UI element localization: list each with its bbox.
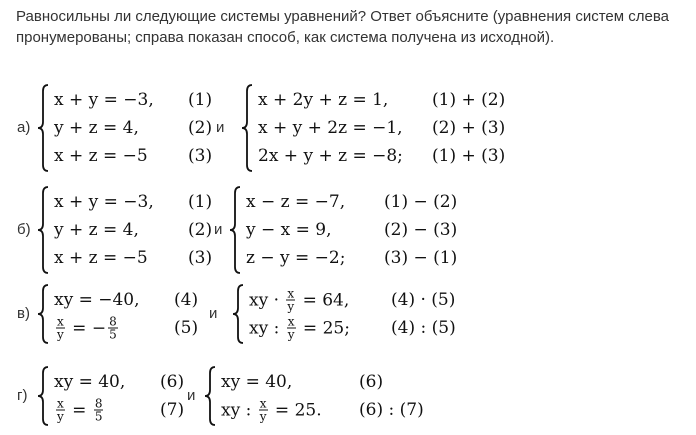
- fraction-denominator: 5: [94, 409, 103, 424]
- and-word: и: [214, 221, 223, 238]
- problem-label: б): [17, 221, 31, 238]
- fraction-8-over-5: [108, 316, 118, 341]
- equation: [249, 288, 349, 313]
- fraction-denominator: y: [287, 327, 295, 342]
- equation-tag: (4) · (5): [391, 290, 456, 310]
- equation-tag: (1) − (2): [384, 192, 458, 212]
- equation: [54, 398, 105, 423]
- equation-tag: (2) − (3): [384, 220, 458, 240]
- fraction-denominator: y: [57, 409, 64, 424]
- equation-part: y + z = 4,: [54, 220, 139, 240]
- equation-tag: (1) + (3): [432, 146, 506, 166]
- equation-part: x − z = −7,: [246, 192, 346, 212]
- fraction-numerator: 8: [94, 396, 103, 411]
- equation: [54, 90, 154, 110]
- equation-part: x + z = −5: [54, 248, 148, 268]
- fraction-denominator: y: [57, 327, 64, 342]
- fraction-denominator: y: [259, 409, 267, 424]
- fraction-x-over-y: [286, 288, 295, 313]
- equation: [246, 220, 332, 240]
- curly-brace-icon: [36, 185, 50, 275]
- fraction-denominator: 5: [109, 327, 117, 342]
- equation: [246, 192, 345, 212]
- equation-part: x + y = −3,: [54, 192, 154, 212]
- and-word: и: [216, 119, 225, 136]
- equation: [54, 316, 120, 341]
- equation-part: = 25.: [269, 400, 322, 420]
- equation-tag: (3): [188, 146, 213, 166]
- curly-brace-icon: [36, 83, 50, 173]
- equation-tag: (2): [188, 220, 213, 240]
- equation: [54, 118, 139, 138]
- equation: [246, 248, 345, 268]
- fraction-denominator: y: [287, 299, 295, 314]
- equation: [54, 372, 125, 392]
- equation-tag: (3): [188, 248, 213, 268]
- and-word: и: [209, 305, 218, 322]
- equation-tag: (6): [160, 372, 185, 392]
- equation-part: x + y + 2z = −1,: [258, 118, 403, 138]
- equation-tag: (4) : (5): [391, 318, 456, 338]
- equation-tag: (6): [359, 372, 384, 392]
- equation-part: x + y = −3,: [54, 90, 154, 110]
- equation: [258, 118, 403, 138]
- fraction-numerator: x: [287, 286, 295, 301]
- equation-part: xy = 40,: [221, 372, 293, 392]
- equation-part: = 64,: [297, 290, 350, 310]
- problem-label: в): [17, 305, 30, 322]
- equation: [249, 316, 350, 341]
- equation-tag: (1): [188, 90, 213, 110]
- curly-brace-icon: [231, 283, 245, 345]
- equation-part: xy :: [221, 400, 257, 420]
- equation-tag: (5): [174, 318, 199, 338]
- equation-tag: (1) + (2): [432, 90, 506, 110]
- equation-tag: (4): [174, 290, 199, 310]
- equation: [54, 220, 139, 240]
- fraction-numerator: x: [259, 396, 267, 411]
- equation-tag: (1): [188, 192, 213, 212]
- fraction-x-over-y: [259, 398, 268, 423]
- question-text: Равносильны ли следующие системы уравнений? Ответ объясните (уравнения систем слева пронумерованы; справа показан способ, как система получена из исходной).: [16, 8, 669, 46]
- equation-tag: (6) : (7): [359, 400, 424, 420]
- fraction-x-over-y: [287, 316, 296, 341]
- equation-part: z − y = −2;: [246, 248, 346, 268]
- equation: [54, 192, 154, 212]
- equation-tag: (2): [188, 118, 213, 138]
- equation: [258, 146, 403, 166]
- equation: [221, 372, 292, 392]
- equation-part: y − x = 9,: [246, 220, 332, 240]
- equation: [54, 146, 148, 166]
- fraction-numerator: x: [57, 314, 64, 329]
- fraction-numerator: x: [57, 396, 64, 411]
- equation-part: =: [66, 400, 92, 420]
- fraction-x-over-y: [56, 398, 65, 423]
- equation: [221, 398, 322, 423]
- equation-part: xy = 40,: [54, 372, 126, 392]
- curly-brace-icon: [36, 365, 50, 427]
- equation: [54, 248, 148, 268]
- equation-part: y + z = 4,: [54, 118, 139, 138]
- equation-part: 2x + y + z = −8;: [258, 146, 403, 166]
- fraction-numerator: 8: [109, 314, 117, 329]
- equation-tag: (3) − (1): [384, 248, 458, 268]
- problem-label: а): [17, 119, 31, 136]
- problem-label: г): [17, 387, 28, 404]
- fraction-8-over-5: [94, 398, 104, 423]
- equation-part: x + z = −5: [54, 146, 148, 166]
- fraction-x-over-y: [56, 316, 65, 341]
- equation-part: = −: [66, 318, 107, 338]
- equation-part: xy ·: [249, 290, 285, 310]
- and-word: и: [187, 387, 196, 404]
- equation: [54, 290, 140, 310]
- equation-part: xy :: [249, 318, 285, 338]
- equation-tag: (7): [160, 400, 185, 420]
- fraction-numerator: x: [287, 314, 295, 329]
- equation-part: x + 2y + z = 1,: [258, 90, 389, 110]
- equation-tag: (2) + (3): [432, 118, 506, 138]
- curly-brace-icon: [240, 83, 254, 173]
- curly-brace-icon: [36, 283, 50, 345]
- equation-part: = 25;: [297, 318, 350, 338]
- curly-brace-icon: [228, 185, 242, 275]
- equation: [258, 90, 388, 110]
- equation-part: xy = −40,: [54, 290, 140, 310]
- curly-brace-icon: [203, 365, 217, 427]
